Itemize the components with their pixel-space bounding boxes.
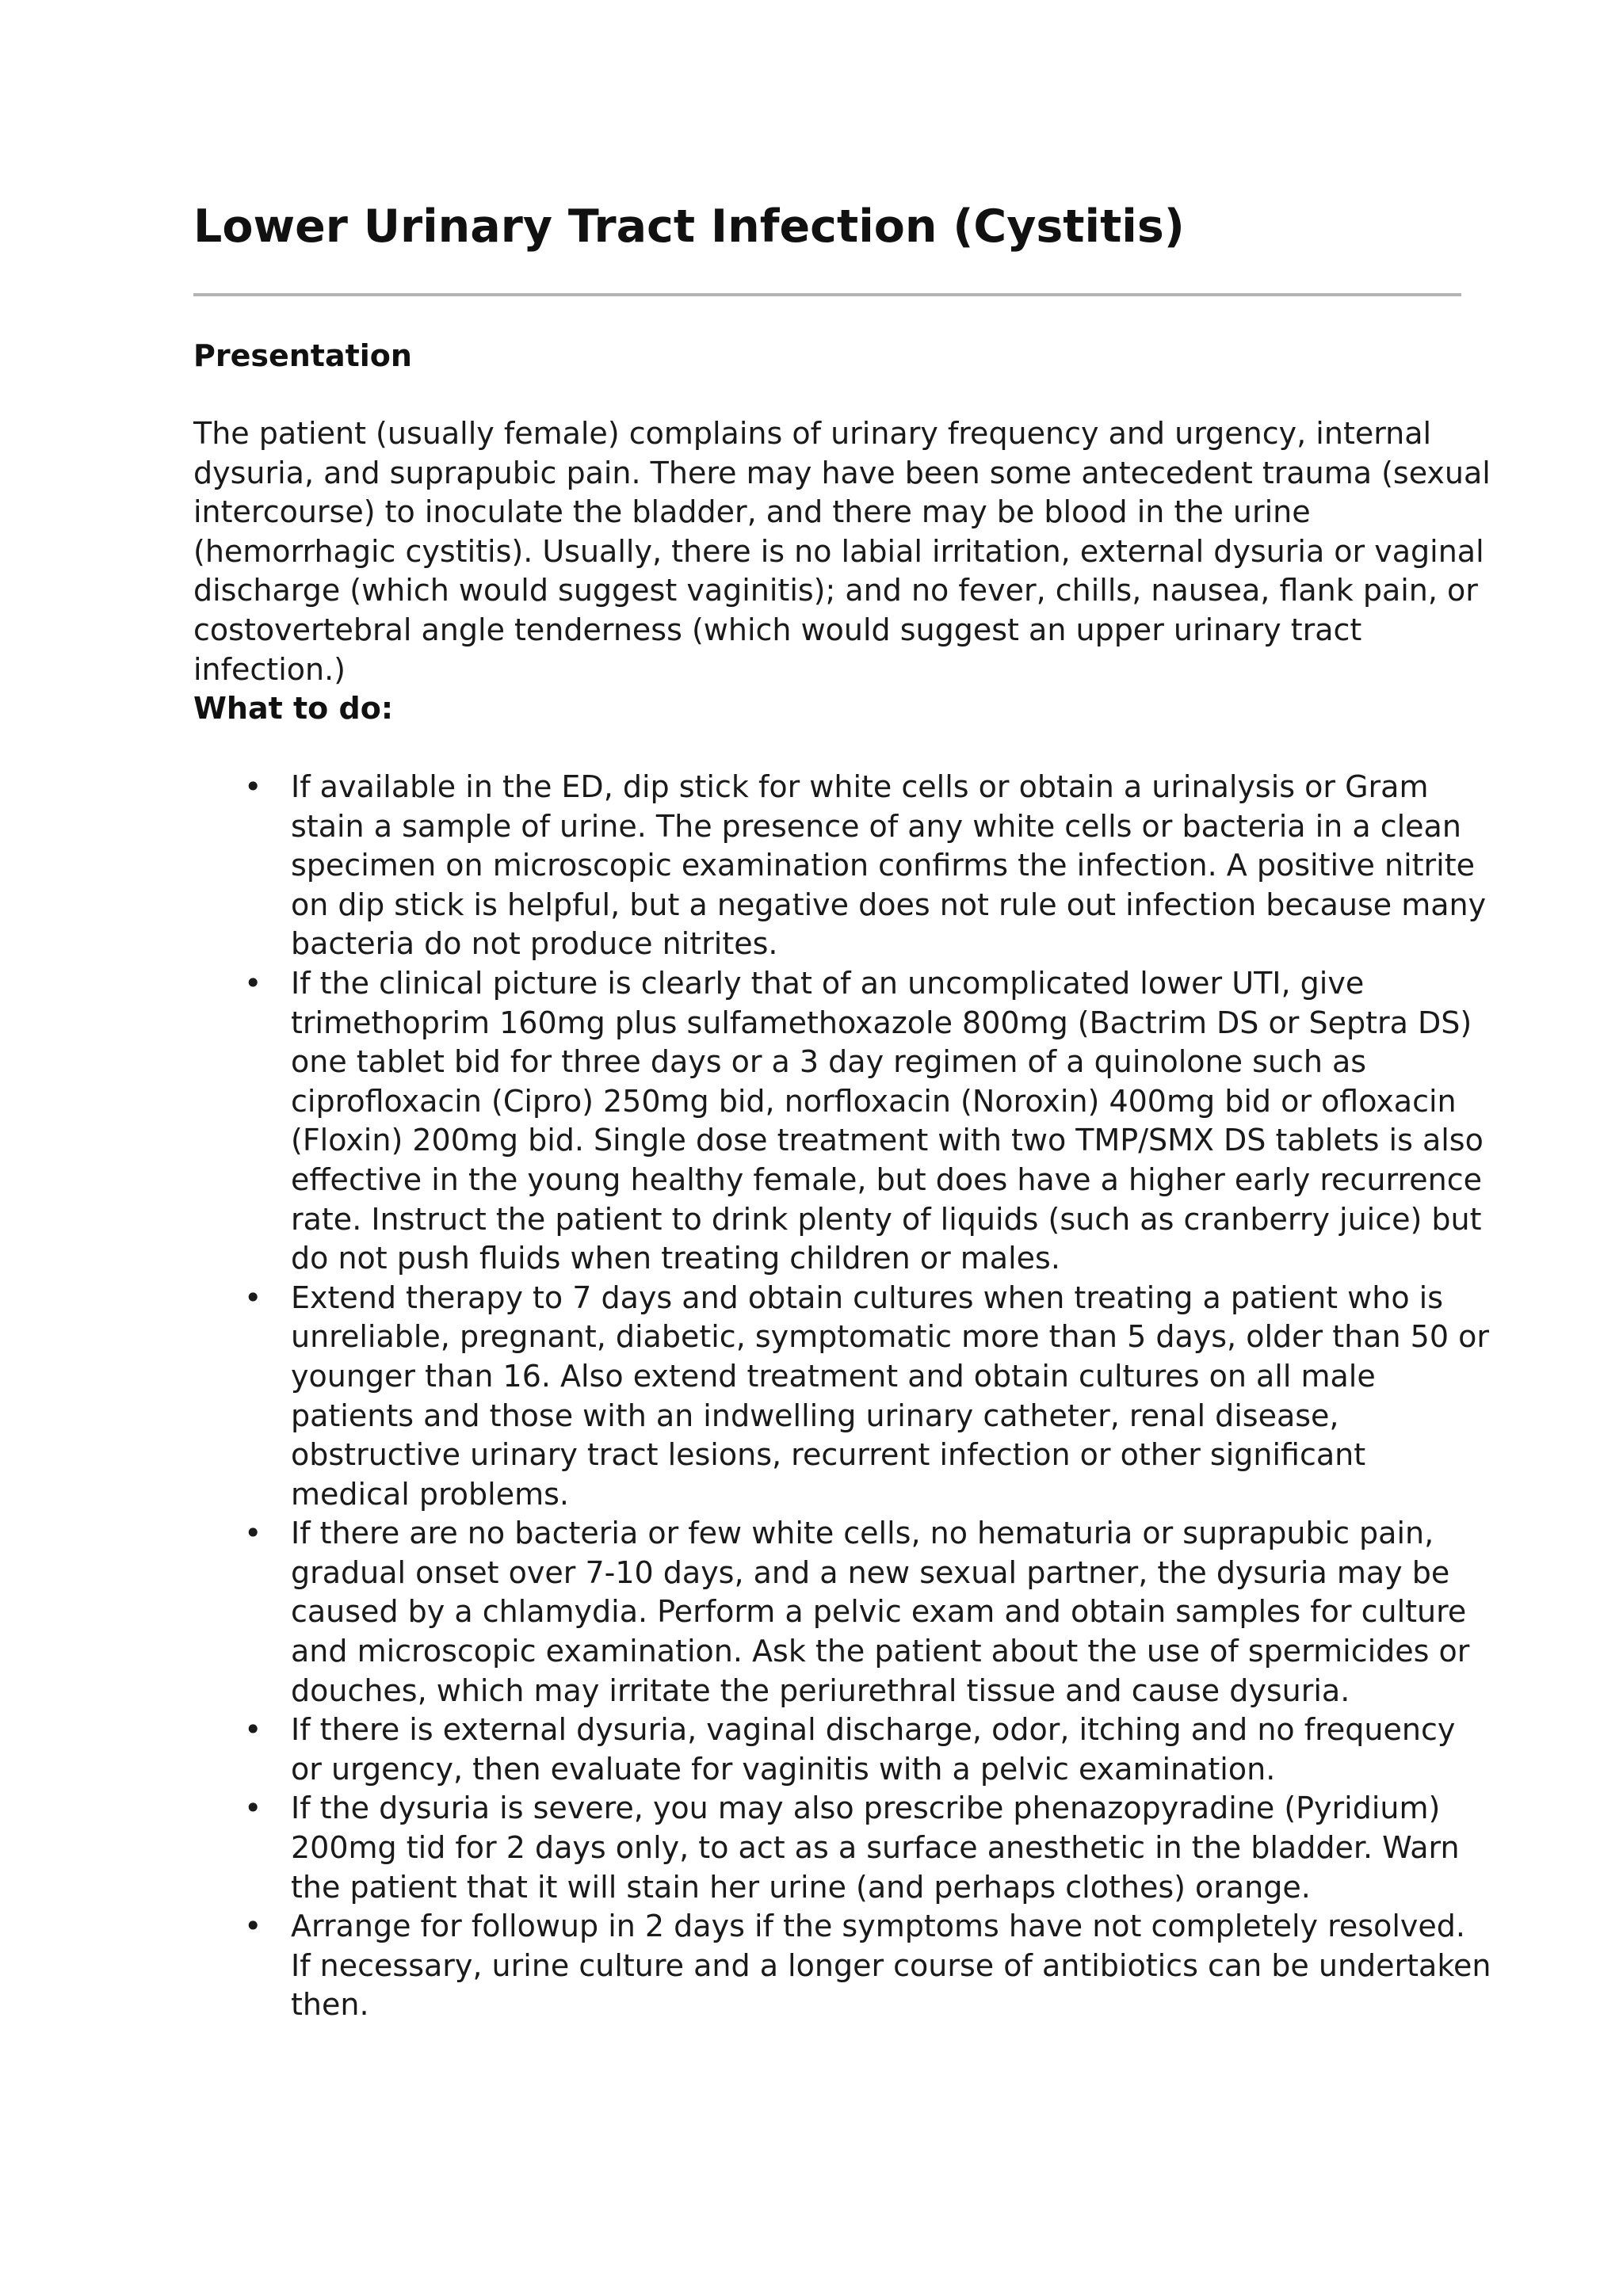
list-item-text: If the dysuria is severe, you may also prescribe phenazopyradine (Pyridium) 200mg tid for 2 days only, to act as a surface anesthetic in the bladder. Warn the patient that it will stain her urine (and perhaps clothes) orange. bbox=[291, 1791, 1460, 1905]
page-title: Lower Urinary Tract Infection (Cystitis) bbox=[193, 200, 1185, 253]
what-to-do-list bbox=[193, 768, 1493, 2025]
list-item-text: Arrange for followup in 2 days if the symptoms have not completely resolved. If necessary, urine culture and a longer course of antibiotics can be undertaken then. bbox=[291, 1909, 1491, 2023]
what-to-do-heading: What to do: bbox=[193, 691, 394, 726]
list-item-text: If the clinical picture is clearly that of an uncomplicated lower UTI, give trimethoprim 160mg plus sulfamethoxazole 800mg (Bactrim DS or Septra DS) one tablet bid for three days or a 3 day regimen of a quinolone such as ciprofloxacin (Cipro) 250mg bid, norfloxacin (Noroxin) 400mg bid or ofloxacin (Floxin) 200mg bid. Single dose treatment with two TMP/SMX DS tablets is also effective in the young healthy female, but does have a higher early recurrence rate. Instruct the patient to drink plenty of liquids (such as cranberry juice) but do not push fluids when treating children or males. bbox=[291, 965, 1484, 1276]
list-item-text: Extend therapy to 7 days and obtain cultures when treating a patient who is unreliable, pregnant, diabetic, symptomatic more than 5 days, older than 50 or younger than 16. Also extend treatment and obtain cultures on all male patients and those with an indwelling urinary catheter, renal disease, obstructive urinary tract lesions, recurrent infection or other significant medical problems. bbox=[291, 1280, 1489, 1512]
list-item-text: If there is external dysuria, vaginal discharge, odor, itching and no frequency or urgency, then evaluate for vaginitis with a pelvic examination. bbox=[291, 1712, 1456, 1787]
list-item bbox=[193, 1711, 1493, 1789]
list-item-text: If available in the ED, dip stick for white cells or obtain a urinalysis or Gram stain a sample of urine. The presence of any white cells or bacteria in a clean specimen on microscopic examination confirms the infection. A positive nitrite on dip stick is helpful, but a negative does not rule out infection because many bacteria do not produce nitrites. bbox=[291, 769, 1487, 962]
presentation-heading: Presentation bbox=[193, 338, 412, 373]
bullet-icon: • bbox=[244, 1712, 262, 1748]
title-divider bbox=[193, 293, 1461, 296]
bullet-icon: • bbox=[244, 1280, 262, 1315]
list-item bbox=[193, 964, 1493, 1279]
bullet-icon: • bbox=[244, 965, 262, 1001]
bullet-icon: • bbox=[244, 1909, 262, 1944]
bullet-icon: • bbox=[244, 1791, 262, 1826]
list-item bbox=[193, 768, 1493, 964]
bullet-icon: • bbox=[244, 1516, 262, 1551]
presentation-paragraph: The patient (usually female) complains of urinary frequency and urgency, internal dysuria, and suprapubic pain. There may have been some antecedent trauma (sexual intercourse) to inoculate the bladder, and there may be blood in the urine (hemorrhagic cystitis). Usually, there is no labial irritation, external dysuria or vaginal discharge (which would suggest vaginitis); and no fever, chills, nausea, flank pain, or costovertebral angle tenderness (which would suggest an upper urinary tract infection.) bbox=[193, 416, 1491, 687]
list-item bbox=[193, 1907, 1493, 2025]
list-item bbox=[193, 1514, 1493, 1711]
list-item-text: If there are no bacteria or few white cells, no hematuria or suprapubic pain, gradual onset over 7-10 days, and a new sexual partner, the dysuria may be caused by a chlamydia. Perform a pelvic exam and obtain samples for culture and microscopic examination. Ask the patient about the use of spermicides or douches, which may irritate the periurethral tissue and cause dysuria. bbox=[291, 1516, 1470, 1708]
list-item bbox=[193, 1789, 1493, 1907]
bullet-icon: • bbox=[244, 769, 262, 804]
list-item bbox=[193, 1279, 1493, 1515]
